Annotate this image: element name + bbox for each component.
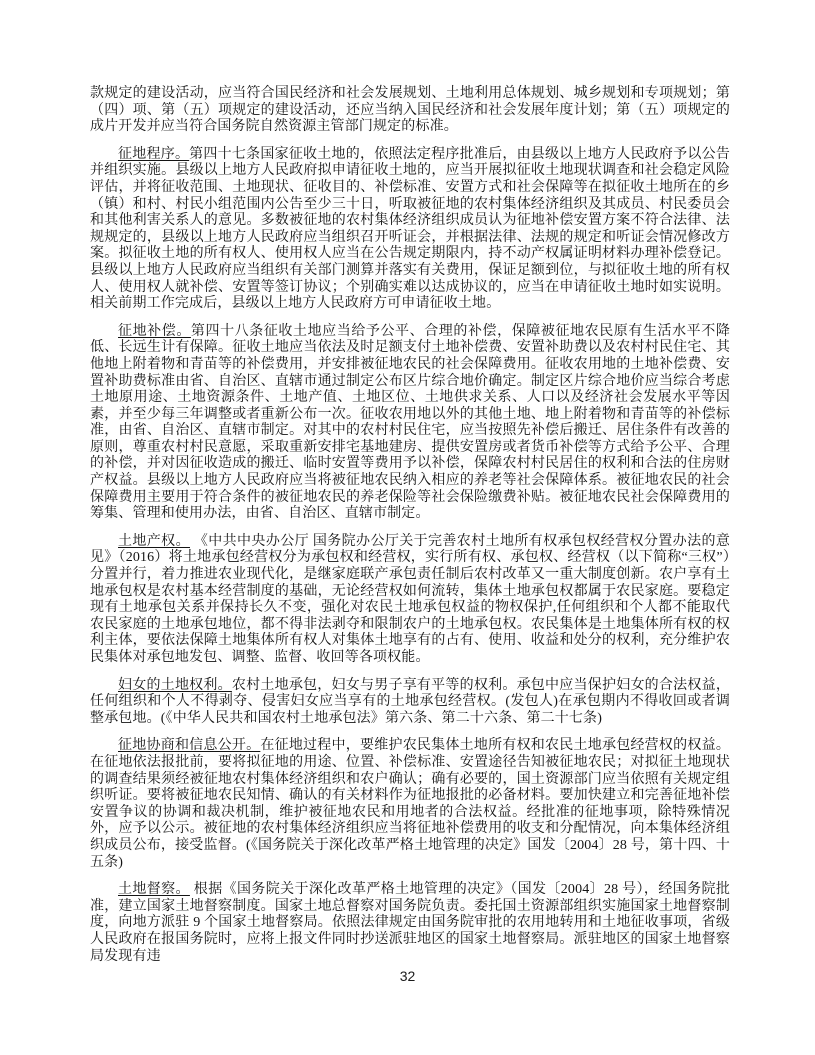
page-number: 32 bbox=[399, 968, 416, 984]
paragraph-heading: 土地产权。 bbox=[118, 533, 190, 549]
paragraph-text: 根据《国务院关于深化改革严格土地管理的决定》（国发〔2004〕28 号），经国务院批准，建立国家土地督察制度。国家土地总督察对国务院负责。委托国土资源部组织实施国家土地督察制度，向地方派驻 9 个国家土地督察局。依照法律规定由国务院审批的农用地转用和土地征收事项，省级人民政府在报国务院时，应将上报文件同时抄送派驻地区的国家土地督察局。派驻地区的国家土地督察局发现有违 bbox=[90, 882, 731, 964]
paragraph-text: 农村土地承包，妇女与男子享有平等的权利。承包中应当保护妇女的合法权益，任何组织和个人不得剥夺、侵害妇女应当享有的土地承包经营权。(发包人)在承包期内不得收回或者调整承包地。(《中华人民共和国农村土地承包法》第六条、第二十六条、第二十七条) bbox=[90, 677, 730, 726]
paragraph-land-property-rights bbox=[90, 534, 730, 667]
paragraph-land-acquisition-compensation bbox=[90, 324, 730, 523]
paragraph-consultation-information-disclosure bbox=[90, 738, 730, 871]
paragraph-text: 款规定的建设活动，应当符合国民经济和社会发展规划、土地利用总体规划、城乡规划和专项规划；第（四）项、第（五）项规定的建设活动，还应当纳入国民经济和社会发展年度计划；第（五）项规定的成片开发并应当符合国务院自然资源主管部门规定的标准。 bbox=[90, 86, 730, 135]
paragraph-heading: 土地督察。 bbox=[118, 882, 190, 898]
paragraph-text: 第四十七条国家征收土地的，依照法定程序批准后，由县级以上地方人民政府予以公告并组织实施。县级以上地方人民政府拟申请征收土地的，应当开展拟征收土地现状调查和社会稳定风险评估，并将征收范围、土地现状、征收目的、补偿标准、安置方式和社会保障等在拟征收土地所在的乡（镇）和村、村民小组范围内公告至少三十日，听取被征地的农村集体经济组织及其成员、村民委员会和其他利害关系人的意见。多数被征地的农村集体经济组织成员认为征地补偿安置方案不符合法律、法规规定的，县级以上地方人民政府应当组织召开听证会，并根据法律、法规的规定和听证会情况修改方案。拟征收土地的所有权人、使用权人应当在公告规定期限内，持不动产权属证明材料办理补偿登记。县级以上地方人民政府应当组织有关部门测算并落实有关费用，保证足额到位，与拟征收土地的所有权人、使用权人就补偿、安置等签订协议；个别确实难以达成协议的，应当在申请征收土地时如实说明。相关前期工作完成后，县级以上地方人民政府方可申请征收土地。 bbox=[90, 146, 730, 312]
paragraph-womens-land-rights bbox=[90, 678, 730, 728]
paragraph-land-supervision bbox=[90, 882, 730, 965]
paragraph-overflow-continuation bbox=[90, 86, 730, 136]
paragraph-text: 第四十八条征收土地应当给予公平、合理的补偿，保障被征地农民原有生活水平不降低、长远生计有保障。征收土地应当依法及时足额支付土地补偿费、安置补助费以及农村村民住宅、其他地上附着物和青苗等的补偿费用，并安排被征地农民的社会保障费用。征收农用地的土地补偿费、安置补助费标准由省、自治区、直辖市通过制定公布区片综合地价确定。制定区片综合地价应当综合考虑土地原用途、土地资源条件、土地产值、土地区位、土地供求关系、人口以及经济社会发展水平等因素，并至少每三年调整或者重新公布一次。征收农用地以外的其他土地、地上附着物和青苗等的补偿标准，由省、自治区、直辖市制定。对其中的农村村民住宅，应当按照先补偿后搬迁、居住条件有改善的原则，尊重农村村民意愿，采取重新安排宅基地建房、提供安置房或者货币补偿等方式给予公平、合理的补偿，并对因征收造成的搬迁、临时安置等费用予以补偿，保障农村村民居住的权利和合法的住房财产权益。县级以上地方人民政府应当将被征地农民纳入相应的养老等社会保障体系。被征地农民的社会保障费用主要用于符合条件的被征地农民的养老保险等社会保险缴费补贴。被征地农民社会保障费用的筹集、管理和使用办法，由省、自治区、直辖市制定。 bbox=[90, 323, 730, 522]
paragraph-heading: 征地协商和信息公开。 bbox=[118, 738, 261, 754]
paragraph-heading: 妇女的土地权利。 bbox=[118, 677, 232, 693]
paragraph-text: 《中共中央办公厅 国务院办公厅关于完善农村土地所有权承包权经营权分置办法的意见》（2016）将土地承包经营权分为承包权和经营权，实行所有权、承包权、经营权（以下简称“三权”）分置并行，着力推进农业现代化，是继家庭联产承包责任制后农村改革又一重大制度创新。农户享有土地承包权是农村基本经营制度的基础，无论经营权如何流转，集体土地承包权都属于农民家庭。要稳定现有土地承包关系并保持长久不变，强化对农民土地承包权益的物权保护,任何组织和个人都不能取代农民家庭的土地承包地位，都不得非法剥夺和限制农户的土地承包权。农民集体是土地集体所有权的权利主体，要依法保障土地集体所有权人对集体土地享有的占有、使用、收益和处分的权利，充分维护农民集体对承包地发包、调整、监督、收回等各项权能。 bbox=[90, 533, 730, 665]
paragraph-land-acquisition-procedure bbox=[90, 147, 730, 313]
paragraph-heading: 征地程序。 bbox=[118, 146, 190, 162]
paragraph-text: 在征地过程中，要维护农民集体土地所有权和农民土地承包经营权的权益。在征地依法报批前，要将拟征地的用途、位置、补偿标准、安置途径告知被征地农民；对拟征土地现状的调查结果须经被征地农村集体经济组织和农户确认；确有必要的，国土资源部门应当依照有关规定组织听证。要将被征地农民知情、确认的有关材料作为征地报批的必备材料。要加快建立和完善征地补偿安置争议的协调和裁决机制，维护被征地农民和用地者的合法权益。经批准的征地事项，除特殊情况外，应予以公示。被征地的农村集体经济组织应当将征地补偿费用的收支和分配情况，向本集体经济组织成员公布，接受监督。(《国务院关于深化改革严格土地管理的决定》国发〔2004〕28 号，第十四、十五条) bbox=[90, 738, 730, 870]
document-body bbox=[90, 86, 730, 976]
paragraph-heading: 征地补偿。 bbox=[118, 323, 191, 339]
